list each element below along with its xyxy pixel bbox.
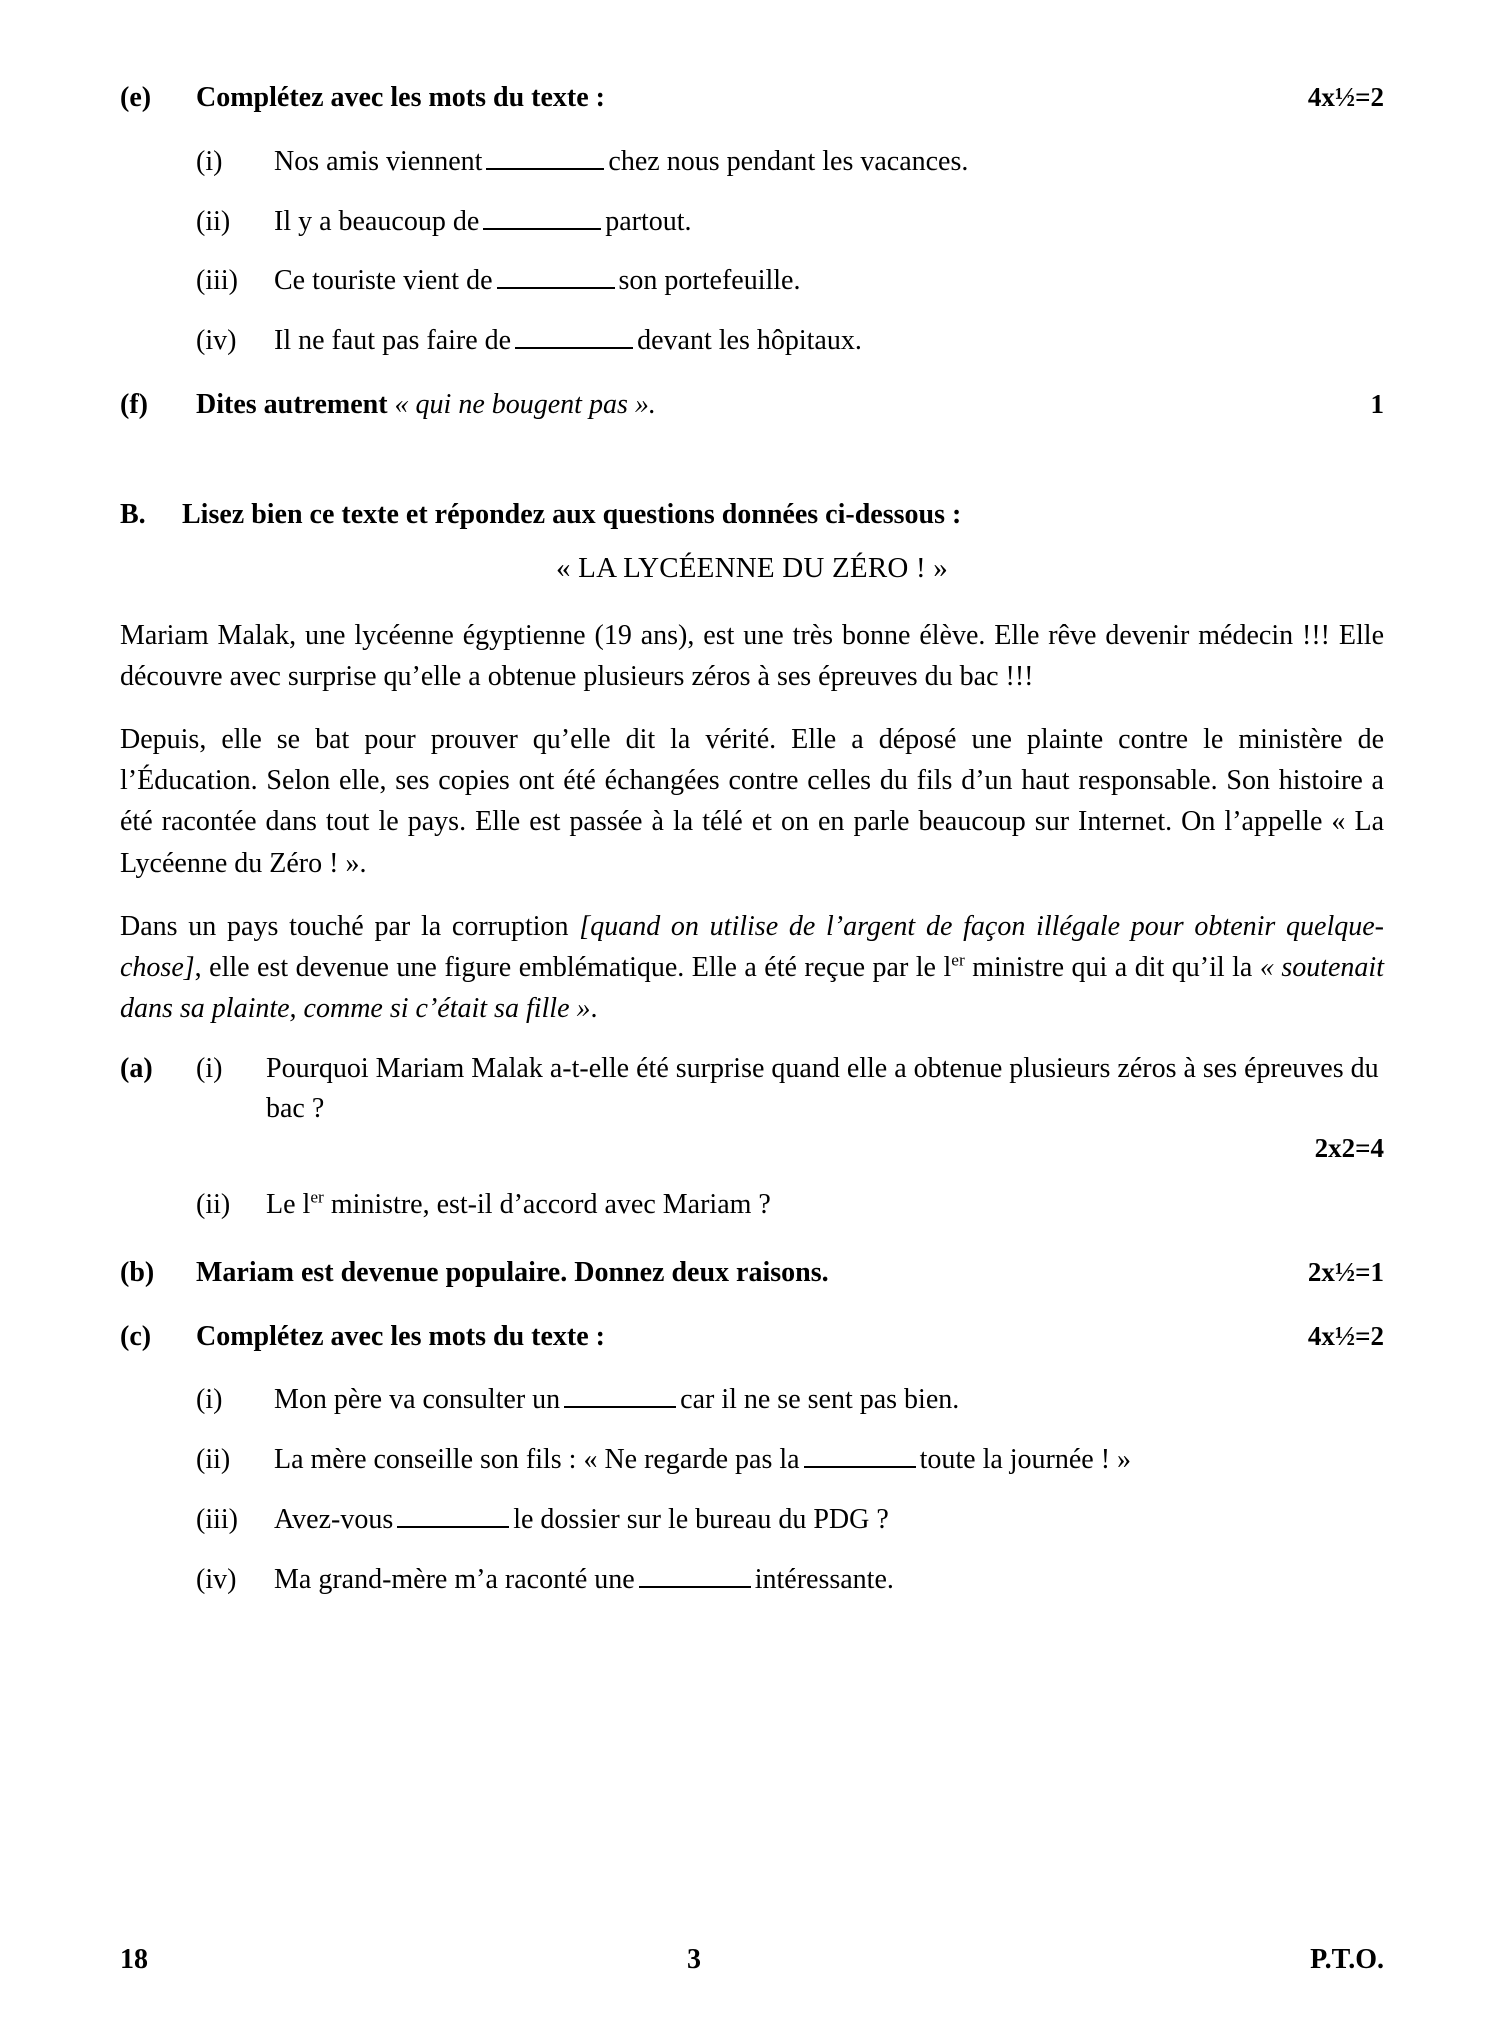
question-e-item-iv (120, 321, 1384, 361)
item-text-after: car il ne se sent pas bien. (680, 1384, 960, 1416)
question-a-marks-row (120, 1129, 1384, 1167)
footer-pto: P.T.O. (1310, 1944, 1384, 1975)
question-a-label: (a) (120, 1053, 153, 1085)
item-number-ii: (ii) (196, 205, 231, 237)
question-f-italic: « qui ne bougent pas ». (394, 388, 656, 420)
question-e-marks: 4x½=2 (1307, 82, 1384, 112)
item-text-iii (274, 1500, 1384, 1540)
passage-title: « LA LYCÉENNE DU ZÉRO ! » (556, 552, 948, 585)
item-text-iii (274, 261, 1384, 301)
section-b-header (120, 495, 1384, 535)
question-a-text-ii-after: ministre, est-il d’accord avec Mariam ? (323, 1189, 771, 1221)
question-b (120, 1253, 1384, 1293)
item-text-after: devant les hôpitaux. (637, 325, 862, 356)
fill-blank[interactable] (483, 202, 601, 230)
item-text-before: Ma grand-mère m’a raconté une (274, 1563, 635, 1595)
item-number-ii: (ii) (196, 1189, 231, 1221)
question-b-text: Mariam est devenue populaire. Donnez deux raisons. (196, 1256, 829, 1288)
question-e-item-iii (120, 261, 1384, 301)
question-b-marks: 2x½=1 (1307, 1256, 1384, 1287)
question-c-item-ii (120, 1440, 1384, 1480)
para3-seg6: . (590, 993, 598, 1025)
footer-page-number: 3 (687, 1944, 702, 1975)
question-c-item-iii (120, 1500, 1384, 1540)
question-f-text (196, 385, 1250, 425)
item-number-iv: (iv) (196, 1563, 237, 1595)
question-f-bold: Dites autrement (196, 388, 388, 420)
question-e-label: (e) (120, 82, 152, 113)
question-e-prompt: Complétez avec les mots du texte : (196, 82, 605, 113)
item-number-iii: (iii) (196, 265, 238, 297)
item-text-ii (274, 202, 1384, 242)
para3-gloss-italic: [quand on utilise de l’argent de façon illégale pour obtenir quelque-chose] (120, 910, 1384, 983)
item-text-before: Il ne faut pas faire de (274, 325, 512, 356)
item-text-ii (274, 1440, 1384, 1480)
item-number-i: (i) (196, 1053, 223, 1085)
ordinal-suffix: er (310, 1187, 324, 1207)
fill-blank[interactable] (515, 321, 633, 349)
fill-blank[interactable] (804, 1440, 916, 1468)
item-text-after: intéressante. (754, 1563, 894, 1595)
ordinal-suffix: er (951, 950, 965, 970)
question-e-header (120, 78, 1384, 118)
question-c-label: (c) (120, 1320, 152, 1352)
item-text-before: Mon père va consulter un (274, 1384, 561, 1416)
item-text-i (274, 1380, 1384, 1420)
item-text-before: Nos amis viennent (274, 145, 483, 177)
question-a-marks: 2x2=4 (1314, 1132, 1384, 1163)
section-b-label: B. (120, 498, 146, 530)
question-c-marks: 4x½=2 (1307, 1320, 1384, 1351)
item-text-i (274, 142, 1384, 182)
question-c-prompt: Complétez avec les mots du texte : (196, 1320, 605, 1352)
question-a-item-i (120, 1049, 1384, 1129)
passage-paragraph-2: Depuis, elle se bat pour prouver qu’elle dit la vérité. Elle a déposé une plainte contre le ministère de l’Éducation. Selon elle, ses copies ont été échangées contre celles du fils d’un haut responsable. Son histoire a été racontée dans tout le pays. Elle est passée à la télé et on en parle beaucoup sur Internet. On l’appelle « La Lycéenne du Zéro ! ». (120, 724, 1384, 879)
item-text-iv (274, 321, 1384, 361)
item-number-i: (i) (196, 1384, 223, 1416)
question-c-item-iv (120, 1560, 1384, 1600)
para3-seg3: , elle est devenue une figure emblématique. Elle a été reçue par le l (194, 951, 952, 983)
question-f-marks: 1 (1370, 388, 1384, 419)
item-number-i: (i) (196, 145, 223, 177)
fill-blank[interactable] (564, 1381, 676, 1409)
question-e-item-i (120, 142, 1384, 182)
section-b-instruction: Lisez bien ce texte et répondez aux questions données ci-dessous : (182, 498, 962, 530)
question-a-text-ii (266, 1185, 1384, 1225)
item-text-after: son portefeuille. (618, 265, 801, 297)
fill-blank[interactable] (486, 142, 604, 170)
footer-paper-code: 18 (120, 1944, 148, 1975)
page-footer (120, 1944, 1384, 1976)
item-text-before: Il y a beaucoup de (274, 205, 480, 237)
question-e-item-ii (120, 202, 1384, 242)
item-text-after: partout. (605, 205, 692, 237)
passage-paragraph-3 (120, 906, 1384, 1029)
question-a-item-ii (120, 1185, 1384, 1225)
item-text-after: chez nous pendant les vacances. (608, 145, 969, 177)
question-f (120, 385, 1384, 425)
item-text-after: toute la journée ! » (919, 1444, 1132, 1476)
question-c-header (120, 1317, 1384, 1357)
question-a-text-i: Pourquoi Mariam Malak a-t-elle été surprise quand elle a obtenue plusieurs zéros à ses épreuves du bac ? (266, 1053, 1379, 1124)
item-number-ii: (ii) (196, 1444, 231, 1476)
para3-quote-italic: « soutenait dans sa plainte, comme si c’était sa fille » (120, 951, 1384, 1025)
fill-blank[interactable] (639, 1560, 751, 1588)
item-number-iii: (iii) (196, 1503, 238, 1535)
question-c-item-i (120, 1380, 1384, 1420)
question-f-label: (f) (120, 388, 148, 420)
question-b-label: (b) (120, 1256, 155, 1288)
item-number-iv: (iv) (196, 325, 237, 356)
fill-blank[interactable] (397, 1500, 509, 1528)
item-text-before: Ce touriste vient de (274, 265, 493, 297)
question-a-text-ii-before: Le l (266, 1189, 311, 1221)
para3-seg1: Dans un pays touché par la corruption (120, 910, 580, 942)
passage-paragraph-1: Mariam Malak, une lycéenne égyptienne (19 ans), est une très bonne élève. Elle rêve devenir médecin !!! Elle découvre avec surprise qu’elle a obtenue plusieurs zéros à ses épreuves du bac !!! (120, 619, 1384, 692)
item-text-after: le dossier sur le bureau du PDG ? (513, 1503, 889, 1535)
fill-blank[interactable] (497, 262, 615, 290)
item-text-before: La mère conseille son fils : « Ne regarde pas la (274, 1444, 800, 1476)
item-text-iv (274, 1560, 1384, 1600)
para3-seg4: ministre qui a dit qu’il la (964, 951, 1260, 983)
item-text-before: Avez-vous (274, 1503, 394, 1535)
